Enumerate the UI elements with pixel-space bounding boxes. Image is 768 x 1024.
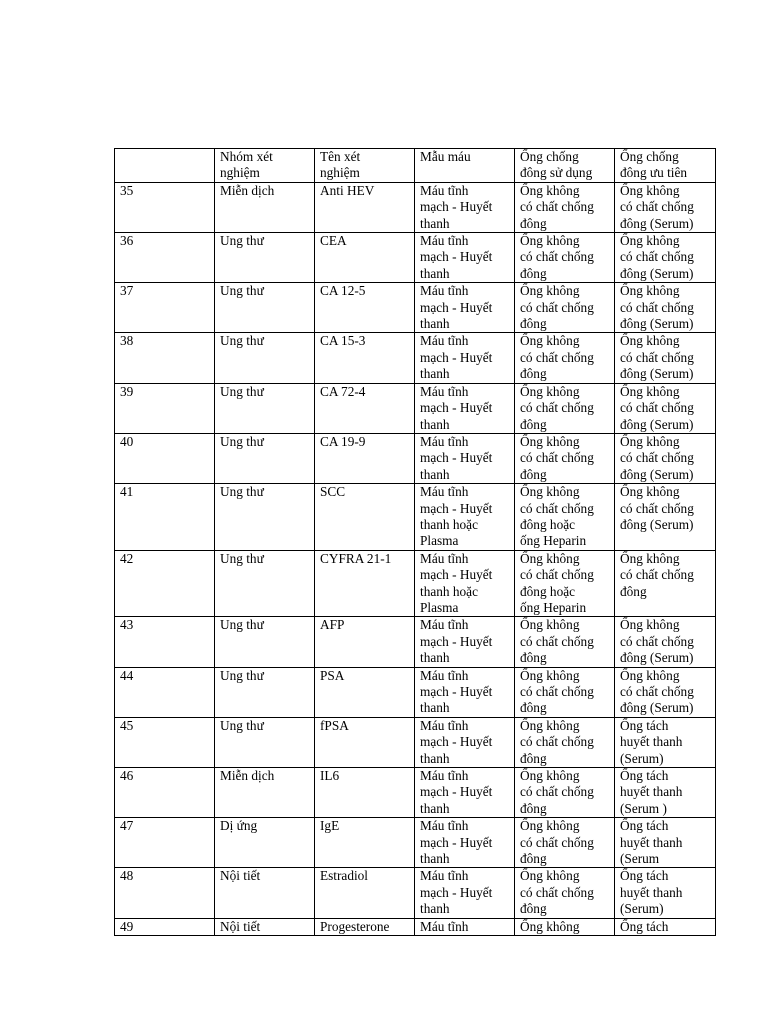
table-cell-group: Miễn dịch (215, 182, 315, 232)
table-cell-test: Progesterone (315, 918, 415, 935)
table-cell-stt: 48 (115, 868, 215, 918)
table-cell-tube: Ống không có chất chống đông (515, 818, 615, 868)
table-row (115, 383, 716, 433)
table-cell-sample: Máu tĩnh mạch - Huyết thanh (415, 333, 515, 383)
table-cell-group: Nội tiết (215, 918, 315, 935)
table-cell-group: Ung thư (215, 383, 315, 433)
table-body (115, 149, 716, 936)
table-cell-sample: Máu tĩnh mạch - Huyết thanh (415, 182, 515, 232)
table-row (115, 617, 716, 667)
table-cell-test: CEA (315, 233, 415, 283)
table-cell-sample: Máu tĩnh mạch - Huyết thanh hoặc Plasma (415, 484, 515, 551)
table-row (115, 868, 716, 918)
table-cell-preferred: Ống không có chất chống đông (615, 550, 716, 617)
table-cell-group: Ung thư (215, 484, 315, 551)
table-cell-tube: Ống không có chất chống đông (515, 617, 615, 667)
table-cell-preferred: Ống không có chất chống đông (Serum) (615, 333, 716, 383)
table-cell-preferred: Ống không có chất chống đông (Serum) (615, 433, 716, 483)
table-cell-stt: 45 (115, 717, 215, 767)
table-cell-preferred: Ống tách huyết thanh (Serum) (615, 868, 716, 918)
table-cell-stt: 39 (115, 383, 215, 433)
table-cell-tube: Ống không có chất chống đông (515, 333, 615, 383)
table-cell-stt: 40 (115, 433, 215, 483)
table-cell-stt: 47 (115, 818, 215, 868)
table-cell-stt: 41 (115, 484, 215, 551)
table-row (115, 182, 716, 232)
table-cell-group: Miễn dịch (215, 768, 315, 818)
table-cell-stt: 35 (115, 182, 215, 232)
table-cell-tube: Ống không có chất chống đông (515, 182, 615, 232)
table-cell-sample: Máu tĩnh mạch - Huyết thanh (415, 667, 515, 717)
table-cell-preferred: Ống tách huyết thanh (Serum ) (615, 768, 716, 818)
lab-test-table (114, 148, 716, 936)
table-cell-sample: Máu tĩnh mạch - Huyết thanh (415, 818, 515, 868)
table-cell-group: Ung thư (215, 233, 315, 283)
table-cell-stt: 46 (115, 768, 215, 818)
table-cell-test: CA 72-4 (315, 383, 415, 433)
table-cell-sample: Máu tĩnh mạch - Huyết thanh (415, 383, 515, 433)
table-cell-tube: Ống không có chất chống đông (515, 433, 615, 483)
table-cell-group: Ung thư (215, 333, 315, 383)
table-cell-stt: 36 (115, 233, 215, 283)
table-cell-preferred: Ống không có chất chống đông (Serum) (615, 617, 716, 667)
table-cell-stt: 49 (115, 918, 215, 935)
table-cell-group: Ung thư (215, 667, 315, 717)
table-cell-sample: Máu tĩnh mạch - Huyết thanh (415, 868, 515, 918)
table-cell-tube: Ống không có chất chống đông (515, 283, 615, 333)
table-row (115, 283, 716, 333)
table-cell-preferred: Ống không có chất chống đông (Serum) (615, 667, 716, 717)
table-cell-tube: Ống không có chất chống đông (515, 768, 615, 818)
table-cell-sample: Máu tĩnh mạch - Huyết thanh (415, 433, 515, 483)
table-cell-test: AFP (315, 617, 415, 667)
table-row (115, 717, 716, 767)
table-cell-sample: Máu tĩnh (415, 918, 515, 935)
table-cell-preferred: Ống không có chất chống đông (Serum) (615, 182, 716, 232)
table-cell-group: Ung thư (215, 617, 315, 667)
table-cell-stt: 38 (115, 333, 215, 383)
table-row (115, 484, 716, 551)
table-cell-sample: Máu tĩnh mạch - Huyết thanh (415, 717, 515, 767)
table-cell-test: PSA (315, 667, 415, 717)
table-cell-group: Ung thư (215, 550, 315, 617)
table-cell-test: fPSA (315, 717, 415, 767)
table-cell-preferred: Ống không có chất chống đông (Serum) (615, 484, 716, 551)
header-cell-tube: Ống chống đông sử dụng (515, 149, 615, 183)
table-cell-sample: Máu tĩnh mạch - Huyết thanh (415, 768, 515, 818)
header-cell-group: Nhóm xét nghiệm (215, 149, 315, 183)
header-cell-preferred: Ống chống đông ưu tiên (615, 149, 716, 183)
table-cell-tube: Ống không có chất chống đông (515, 868, 615, 918)
table-row (115, 550, 716, 617)
table-cell-preferred: Ống tách huyết thanh (Serum) (615, 717, 716, 767)
table-cell-test: CA 15-3 (315, 333, 415, 383)
table-row (115, 768, 716, 818)
table-row (115, 667, 716, 717)
table-cell-tube: Ống không có chất chống đông hoặc ống Heparin (515, 550, 615, 617)
table-cell-tube: Ống không có chất chống đông (515, 233, 615, 283)
table-cell-group: Nội tiết (215, 868, 315, 918)
table-cell-tube: Ống không có chất chống đông (515, 383, 615, 433)
table-cell-sample: Máu tĩnh mạch - Huyết thanh (415, 233, 515, 283)
table-row (115, 918, 716, 935)
table-cell-test: SCC (315, 484, 415, 551)
table-cell-sample: Máu tĩnh mạch - Huyết thanh hoặc Plasma (415, 550, 515, 617)
header-cell-stt (115, 149, 215, 183)
header-cell-test: Tên xét nghiệm (315, 149, 415, 183)
header-cell-sample: Mẫu máu (415, 149, 515, 183)
table-cell-group: Dị ứng (215, 818, 315, 868)
table-cell-test: Estradiol (315, 868, 415, 918)
table-cell-stt: 44 (115, 667, 215, 717)
table-cell-stt: 42 (115, 550, 215, 617)
table-cell-group: Ung thư (215, 283, 315, 333)
table-cell-preferred: Ống không có chất chống đông (Serum) (615, 233, 716, 283)
table-cell-stt: 37 (115, 283, 215, 333)
table-row (115, 333, 716, 383)
table-cell-test: Anti HEV (315, 182, 415, 232)
table-cell-test: IgE (315, 818, 415, 868)
table-cell-group: Ung thư (215, 433, 315, 483)
table-cell-test: CA 12-5 (315, 283, 415, 333)
table-cell-preferred: Ống không có chất chống đông (Serum) (615, 383, 716, 433)
table-row (115, 818, 716, 868)
table-row (115, 233, 716, 283)
table-cell-stt: 43 (115, 617, 215, 667)
table-cell-test: CA 19-9 (315, 433, 415, 483)
table-cell-sample: Máu tĩnh mạch - Huyết thanh (415, 283, 515, 333)
table-cell-test: IL6 (315, 768, 415, 818)
table-cell-group: Ung thư (215, 717, 315, 767)
table-row (115, 433, 716, 483)
table-cell-tube: Ống không (515, 918, 615, 935)
table-cell-tube: Ống không có chất chống đông (515, 717, 615, 767)
table-cell-test: CYFRA 21-1 (315, 550, 415, 617)
table-cell-preferred: Ống tách (615, 918, 716, 935)
table-cell-preferred: Ống tách huyết thanh (Serum (615, 818, 716, 868)
table-cell-preferred: Ống không có chất chống đông (Serum) (615, 283, 716, 333)
table-header-row (115, 149, 716, 183)
table-cell-sample: Máu tĩnh mạch - Huyết thanh (415, 617, 515, 667)
table-cell-tube: Ống không có chất chống đông hoặc ống Heparin (515, 484, 615, 551)
table-cell-tube: Ống không có chất chống đông (515, 667, 615, 717)
